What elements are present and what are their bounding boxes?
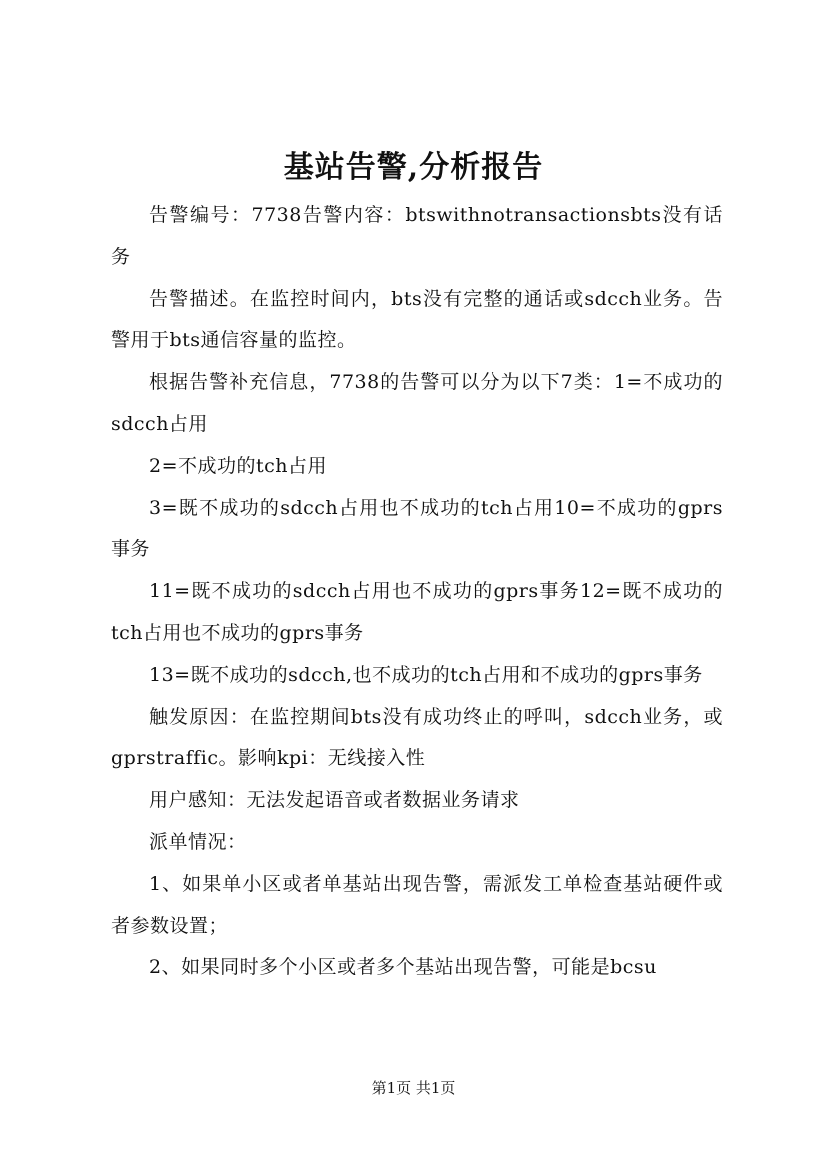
paragraph-alarm-categories: 根据告警补充信息，7738的告警可以分为以下7类：1=不成功的sdcch占用 (111, 371, 723, 435)
paragraph-alarm-id: 告警编号：7738告警内容：btswithnotransactionsbts没有话务 (111, 204, 723, 268)
paragraph-dispatch-heading: 派单情况： (149, 830, 247, 853)
document-body (111, 195, 723, 989)
paragraph-category-3-10: 3=既不成功的sdcch占用也不成功的tch占用10=不成功的gprs事务 (111, 496, 723, 561)
paragraph-category-13: 13=既不成功的sdcch,也不成功的tch占用和不成功的gprs事务 (149, 663, 703, 686)
page-footer: 第1页 共1页 (371, 1079, 456, 1097)
paragraph-trigger-cause: 触发原因：在监控期间bts没有成功终止的呼叫，sdcch业务，或gprstraffic。影响kpi：无线接入性 (111, 705, 723, 770)
paragraph-dispatch-item-1: 1、如果单小区或者单基站出现告警，需派发工单检查基站硬件或者参数设置； (111, 872, 723, 937)
paragraph-category-2: 2=不成功的tch占用 (149, 454, 328, 477)
paragraph-user-perception: 用户感知：无法发起语音或者数据业务请求 (149, 789, 520, 812)
paragraph-category-11-12: 11=既不成功的sdcch占用也不成功的gprs事务12=既不成功的tch占用也不成功的gprs事务 (111, 580, 723, 644)
paragraph-alarm-description: 告警描述。在监控时间内，bts没有完整的通话或sdcch业务。告警用于bts通信容量的监控。 (111, 287, 723, 352)
paragraph-dispatch-item-2: 2、如果同时多个小区或者多个基站出现告警，可能是bcsu (149, 956, 657, 979)
document-title: 基站告警,分析报告 (283, 150, 544, 185)
